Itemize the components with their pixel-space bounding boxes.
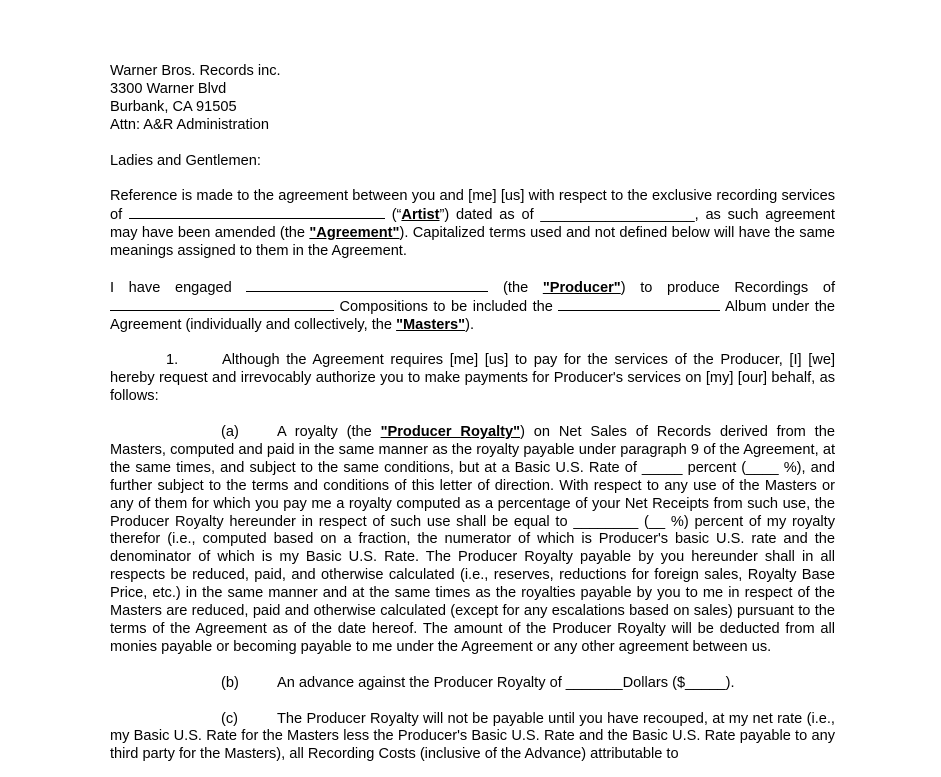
subparagraph-label: (c) [221, 710, 239, 727]
album-title-blank [558, 298, 720, 311]
defined-term-agreement: "Agreement" [309, 225, 400, 242]
address-line: Attn: A&R Administration [110, 116, 269, 133]
reference-paragraph: Reference is made to the agreement between you and [me] [us] with respect to the exclusive recording services of (“Artist”) dated as of ___________________, as such agreement may have been amended (the "Agreement"). Capitalized terms used and not defined below will have the same meanings assigned to them in the Agreement. [110, 188, 835, 260]
address-line: 3300 Warner Blvd [110, 80, 227, 97]
artist-name-blank [129, 206, 385, 219]
address-line: Burbank, CA 91505 [110, 98, 237, 115]
subparagraph-a: (a) A royalty (the "Producer Royalty") on Net Sales of Records derived from the Masters, computed and paid in the same manner as the royalty payable under paragraph 9 of the Agreement, at the same times, and subject to the same conditions, but at a Basic U.S. Rate of _____ percent (____ %), and further subject to the terms and conditions of this letter of direction. With respect to any use of the Masters or any of them for which you pay me a royalty computed as a percentage of your Net Receipts from such use, the Producer Royalty hereunder in respect of such use shall be equal to ________ (__ %) percent of my royalty therefor (i.e., computed based on a fraction, the numerator of which is Producer's basic U.S. rate and the denominator of which is my Basic U.S. Rate. The Producer Royalty payable by you hereunder shall in all respects be reduced, paid, and otherwise calculated (i.e., reserves, reductions for foreign sales, Royalty Base Price, etc.) in the same manner and at the same times as the royalties payable by you to me in respect of the Masters are reduced, paid and otherwise calculated (except for any escalations based on sales) pursuant to the terms of the Agreement as of the date hereof. The amount of the Producer Royalty will be deducted from all monies payable or becoming payable to me under the Agreement or any other agreement between us. [110, 424, 835, 655]
address-line: Warner Bros. Records inc. [110, 63, 281, 79]
defined-term-producer-royalty: "Producer Royalty" [380, 424, 521, 441]
paragraph-number: 1. [166, 352, 179, 369]
defined-term-masters: "Masters" [396, 316, 466, 333]
numbered-paragraph-1: 1. Although the Agreement requires [me] [us] to pay for the services of the Producer, [I] [we] hereby request and irrevocably authorize you to make payments for Producer's services on [my] [our] behalf, as follows: [110, 352, 835, 405]
letter-body [110, 63, 835, 764]
defined-term-artist: Artist [401, 207, 440, 224]
subparagraph-b: (b) An advance against the Producer Royalty of _______Dollars ($_____). [221, 674, 735, 691]
engagement-paragraph: I have engaged (the "Producer") to produce Recordings of Compositions to be included the Album under the Agreement (individually and collectively, the "Masters"). [110, 279, 835, 333]
subparagraph-c: (c) The Producer Royalty will not be payable until you have recouped, at my net rate (i.e., my Basic U.S. Rate for the Masters less the Producer's Basic U.S. Rate and the Basic U.S. Rate payable to any third party for the Masters), all Recording Costs (inclusive of the Advance) attributable to [110, 710, 835, 763]
subparagraph-label: (a) [221, 424, 239, 441]
defined-term-producer: "Producer" [542, 279, 621, 296]
producer-name-blank [246, 279, 488, 292]
salutation: Ladies and Gentlemen: [110, 152, 261, 169]
recipient-address [110, 63, 835, 135]
composition-count-blank [110, 298, 334, 311]
subparagraph-label: (b) [221, 674, 239, 691]
